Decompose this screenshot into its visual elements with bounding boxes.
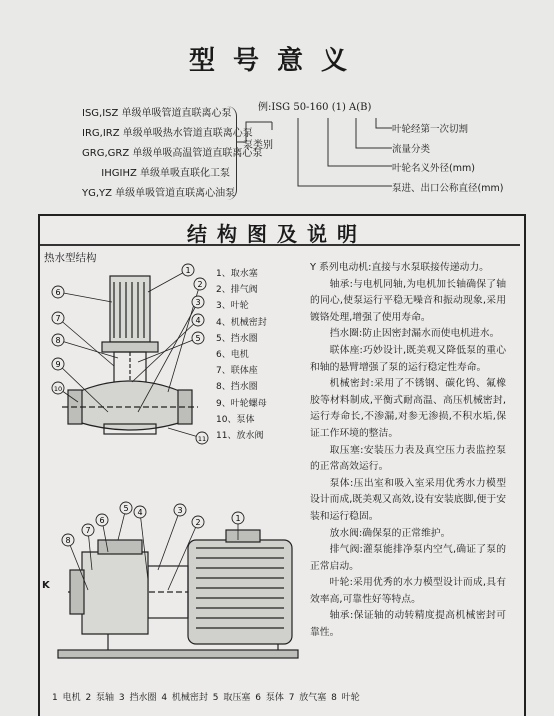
hot-water-label: 热水型结构 [44,252,97,264]
callout-number: 4 [195,316,201,325]
section-title: 结构图及说明 [187,222,367,246]
desc-paragraph: 机械密封:采用了不锈钢、碳化钨、氟橡胶等材料制成,平衡式耐高温、高压机械密封,运行寿命长,不渗漏,对参无渗损,不积水垢,保证工作环境的整洁。 [310,378,506,439]
callout-leader [58,364,108,412]
callout-number: 11 [197,435,207,443]
callout-number: 5 [123,504,129,513]
part-item: 8、挡水圈 [216,382,258,393]
part-item: 4、机械密封 [216,317,267,328]
desc-paragraph: 放水阀:确保泵的正常维护。 [329,527,451,539]
desc-paragraph: 排气阀:灌泵能排净泵内空气,确证了泵的正常启动。 [310,544,506,572]
part-item: 6、电机 [216,350,249,361]
parts-list [216,266,267,444]
desc-paragraph: 叶轮:采用优秀的水力模型设计而成,具有效率高,可靠性好等特点。 [310,577,506,605]
meaning-item: 叶轮经第一次切割 [392,124,469,135]
callout-number: 8 [65,536,71,545]
callout-number: 6 [55,288,61,297]
pump-class-label: 泵类别 [243,140,273,151]
page-title: 型号意义 [188,46,365,76]
model-code-connector [236,110,396,190]
structure-description [310,260,506,642]
callout-number: 6 [99,516,105,525]
callout-number: 1 [235,514,241,523]
callout-leader [138,302,201,412]
meaning-item: 泵进、出口公称直径(mm) [392,182,504,194]
callout-number: 1 [185,266,191,275]
callout-number: 8 [55,336,61,345]
vertical-pump-callouts [48,262,218,452]
callout-number: 7 [55,314,61,323]
meaning-item: 叶轮名义外径(mm) [392,163,475,174]
callout-leader [138,338,198,362]
bottom-legend: 1 电机 2 泵轴 3 挡水圈 4 机械密封 5 取压塞 6 泵体 7 放气塞 8 叶轮 [52,693,360,703]
k-label: K [42,580,50,591]
callout-number: 3 [177,506,183,515]
callout-leader [58,340,118,358]
model-item: IHGIHZ 单级单吸直联化工泵 [101,168,230,179]
part-item: 1、取水塞 [216,269,258,279]
callout-number: 4 [137,508,143,517]
part-item: 3、叶轮 [216,301,249,312]
part-item: 2、排气阀 [216,285,258,296]
callout-leader [58,292,112,302]
callout-number: 2 [195,518,201,527]
callout-number: 7 [85,526,91,535]
callout-number: 10 [53,385,63,393]
part-item: 10、泵体 [216,414,255,425]
model-item: IRG,IRZ 单级单吸热水管道直联离心泵 [82,128,253,139]
horizontal-pump-callouts [48,500,308,680]
callout-leader [168,522,198,590]
model-example: 例:ISG 50-160 (1) A(B) [258,102,372,113]
callout-leader [58,318,114,366]
callout-number: 5 [195,334,201,343]
desc-paragraph: 联体座:巧妙设计,既美观又降低泵的重心和轴的悬臂增强了泵的运行稳定性寿命。 [310,344,506,373]
callout-number: 9 [55,360,61,369]
part-item: 5、挡水圈 [216,333,258,344]
desc-paragraph: 轴承:与电机同轴,为电机加长轴确保了轴的同心,使泵运行平稳无噪音和振动现象,采用镀铬处理,增强了使用寿命。 [310,278,506,323]
callout-leader [140,512,148,580]
desc-paragraph: 取压塞:安装压力表及真空压力表监控泵的正常高效运行。 [310,444,506,473]
desc-paragraph: 轴承:保证轴的动转精度提高机械密封可靠性。 [310,610,506,639]
model-item: ISG,ISZ 单级单吸管道直联离心泵 [82,108,232,119]
part-item: 7、联体座 [216,366,258,377]
callout-leader [148,270,188,292]
model-item: GRG,GRZ 单级单吸高温管道直联离心泵 [82,148,263,159]
model-item: YG,YZ 单级单吸管道直联离心油泵 [82,188,236,199]
callout-leader [68,540,88,590]
callout-leader [158,510,180,570]
callout-number: 3 [195,298,201,307]
meaning-item: 流量分类 [392,143,431,155]
code-meanings [392,120,503,198]
callout-number: 2 [197,280,203,289]
desc-paragraph: Y 系列电动机:直接与水泵联接传递动力。 [310,262,489,273]
part-item: 9、叶轮螺母 [216,398,267,409]
part-item: 11、放水阀 [216,431,264,442]
desc-paragraph: 泵体:压出室和吸入室采用优秀水力模型设计而成,既美观又高效,设有安装底脚,便于安装和运行稳固。 [310,477,506,522]
desc-paragraph: 挡水圈:防止因密封漏水而使电机进水。 [329,328,500,340]
section-divider [40,244,520,246]
